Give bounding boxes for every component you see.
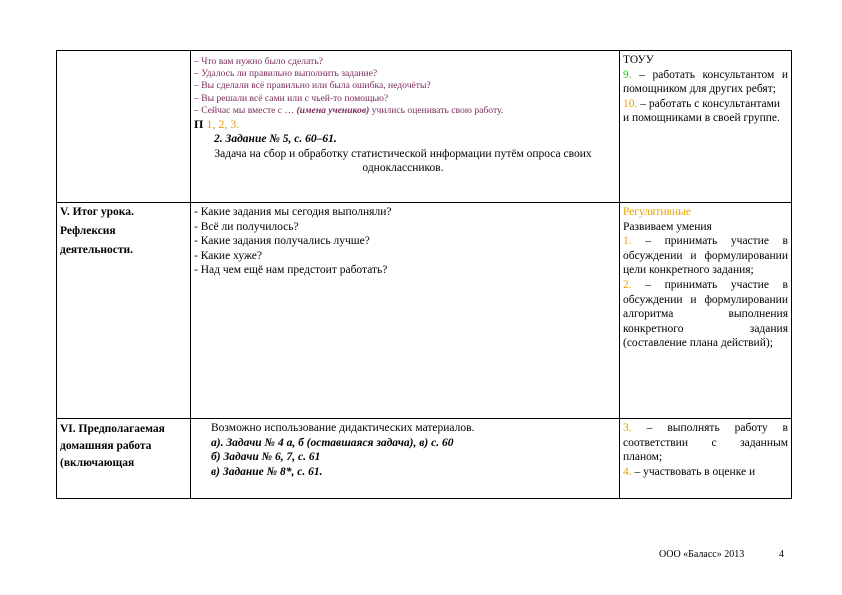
summary-question: - Всё ли получилось?: [194, 220, 299, 233]
task-description: Задача на сбор и обработку статистической информации путём опроса своих одноклассников.: [214, 147, 592, 175]
skills-cell: [620, 203, 792, 419]
skills-cell: [620, 419, 792, 499]
reflection-question: – Вы решали всё сами или с чьей-то помощью?: [194, 92, 389, 104]
reflection-question: – Удалось ли правильно выполнить задание?: [194, 68, 378, 80]
p-letter: П: [194, 117, 204, 132]
footer-publisher: ООО «Баласс» 2013: [659, 549, 745, 560]
task-label: 2. Задание № 5, с. 60–61.: [214, 133, 337, 146]
activity-cell: [191, 203, 620, 419]
skills-cell: [620, 51, 792, 203]
summary-question: - Какие задания мы сегодня выполняли?: [194, 206, 392, 218]
stage-cell: V. Итог урока. Рефлексия деятельности.: [57, 203, 191, 419]
p-numbers: 1, 2, 3.: [206, 117, 240, 132]
table-row: [57, 419, 792, 499]
homework-task: в) Задание № 8*, с. 61.: [211, 465, 323, 478]
table-row: [57, 51, 792, 203]
page-number: 4: [779, 549, 784, 560]
reflection-question: – Что вам нужно было сделать?: [194, 56, 323, 67]
table-row: [57, 203, 792, 419]
activity-cell: [191, 419, 620, 499]
skill-item: 9. – работать консультантом и помощником для других ребят;: [623, 68, 788, 96]
reflection-question: – Сейчас мы вместе с … (имена учеников) учились оценивать свою работу.: [194, 104, 504, 116]
skill-item: 10. – работать с консультантами и помощниками в своей группе.: [623, 97, 781, 125]
competency-line: [194, 117, 616, 132]
stage-cell: VI. Предполагаемая домашняя работа (включающая: [57, 419, 191, 499]
reflection-question: – Вы сделали всё правильно или была ошибка, недочёты?: [194, 80, 431, 92]
homework-intro: Возможно использование дидактических материалов.: [211, 422, 475, 434]
skills-title: ТОУУ: [623, 54, 654, 66]
homework-task: б) Задачи № 6, 7, с. 61: [211, 451, 321, 464]
stage-cell: [57, 51, 191, 203]
summary-question: - Какие задания получались лучше?: [194, 235, 370, 248]
homework-task: а). Задачи № 4 а, б (оставшаяся задача), в) с. 60: [211, 436, 454, 449]
skill-item: 4. – участвовать в оценке и: [623, 465, 756, 478]
activity-cell: [191, 51, 620, 203]
lesson-table: [56, 50, 792, 499]
skills-title: Регулятивные: [623, 206, 691, 218]
skills-subtitle: Развиваем умения: [623, 220, 712, 233]
summary-question: - Какие хуже?: [194, 249, 262, 262]
skill-item: 3. – выполнять работу в соответствии с заданным планом;: [623, 422, 788, 464]
summary-question: - Над чем ещё нам предстоит работать?: [194, 264, 388, 277]
skill-item: 1. – принимать участие в обсуждении и формулировании цели конкретного задания;: [623, 235, 788, 277]
skill-item: 2. – принимать участие в обсуждении и формулировании алгоритма выполнения конкретного задания (составление плана действий);: [623, 278, 788, 350]
